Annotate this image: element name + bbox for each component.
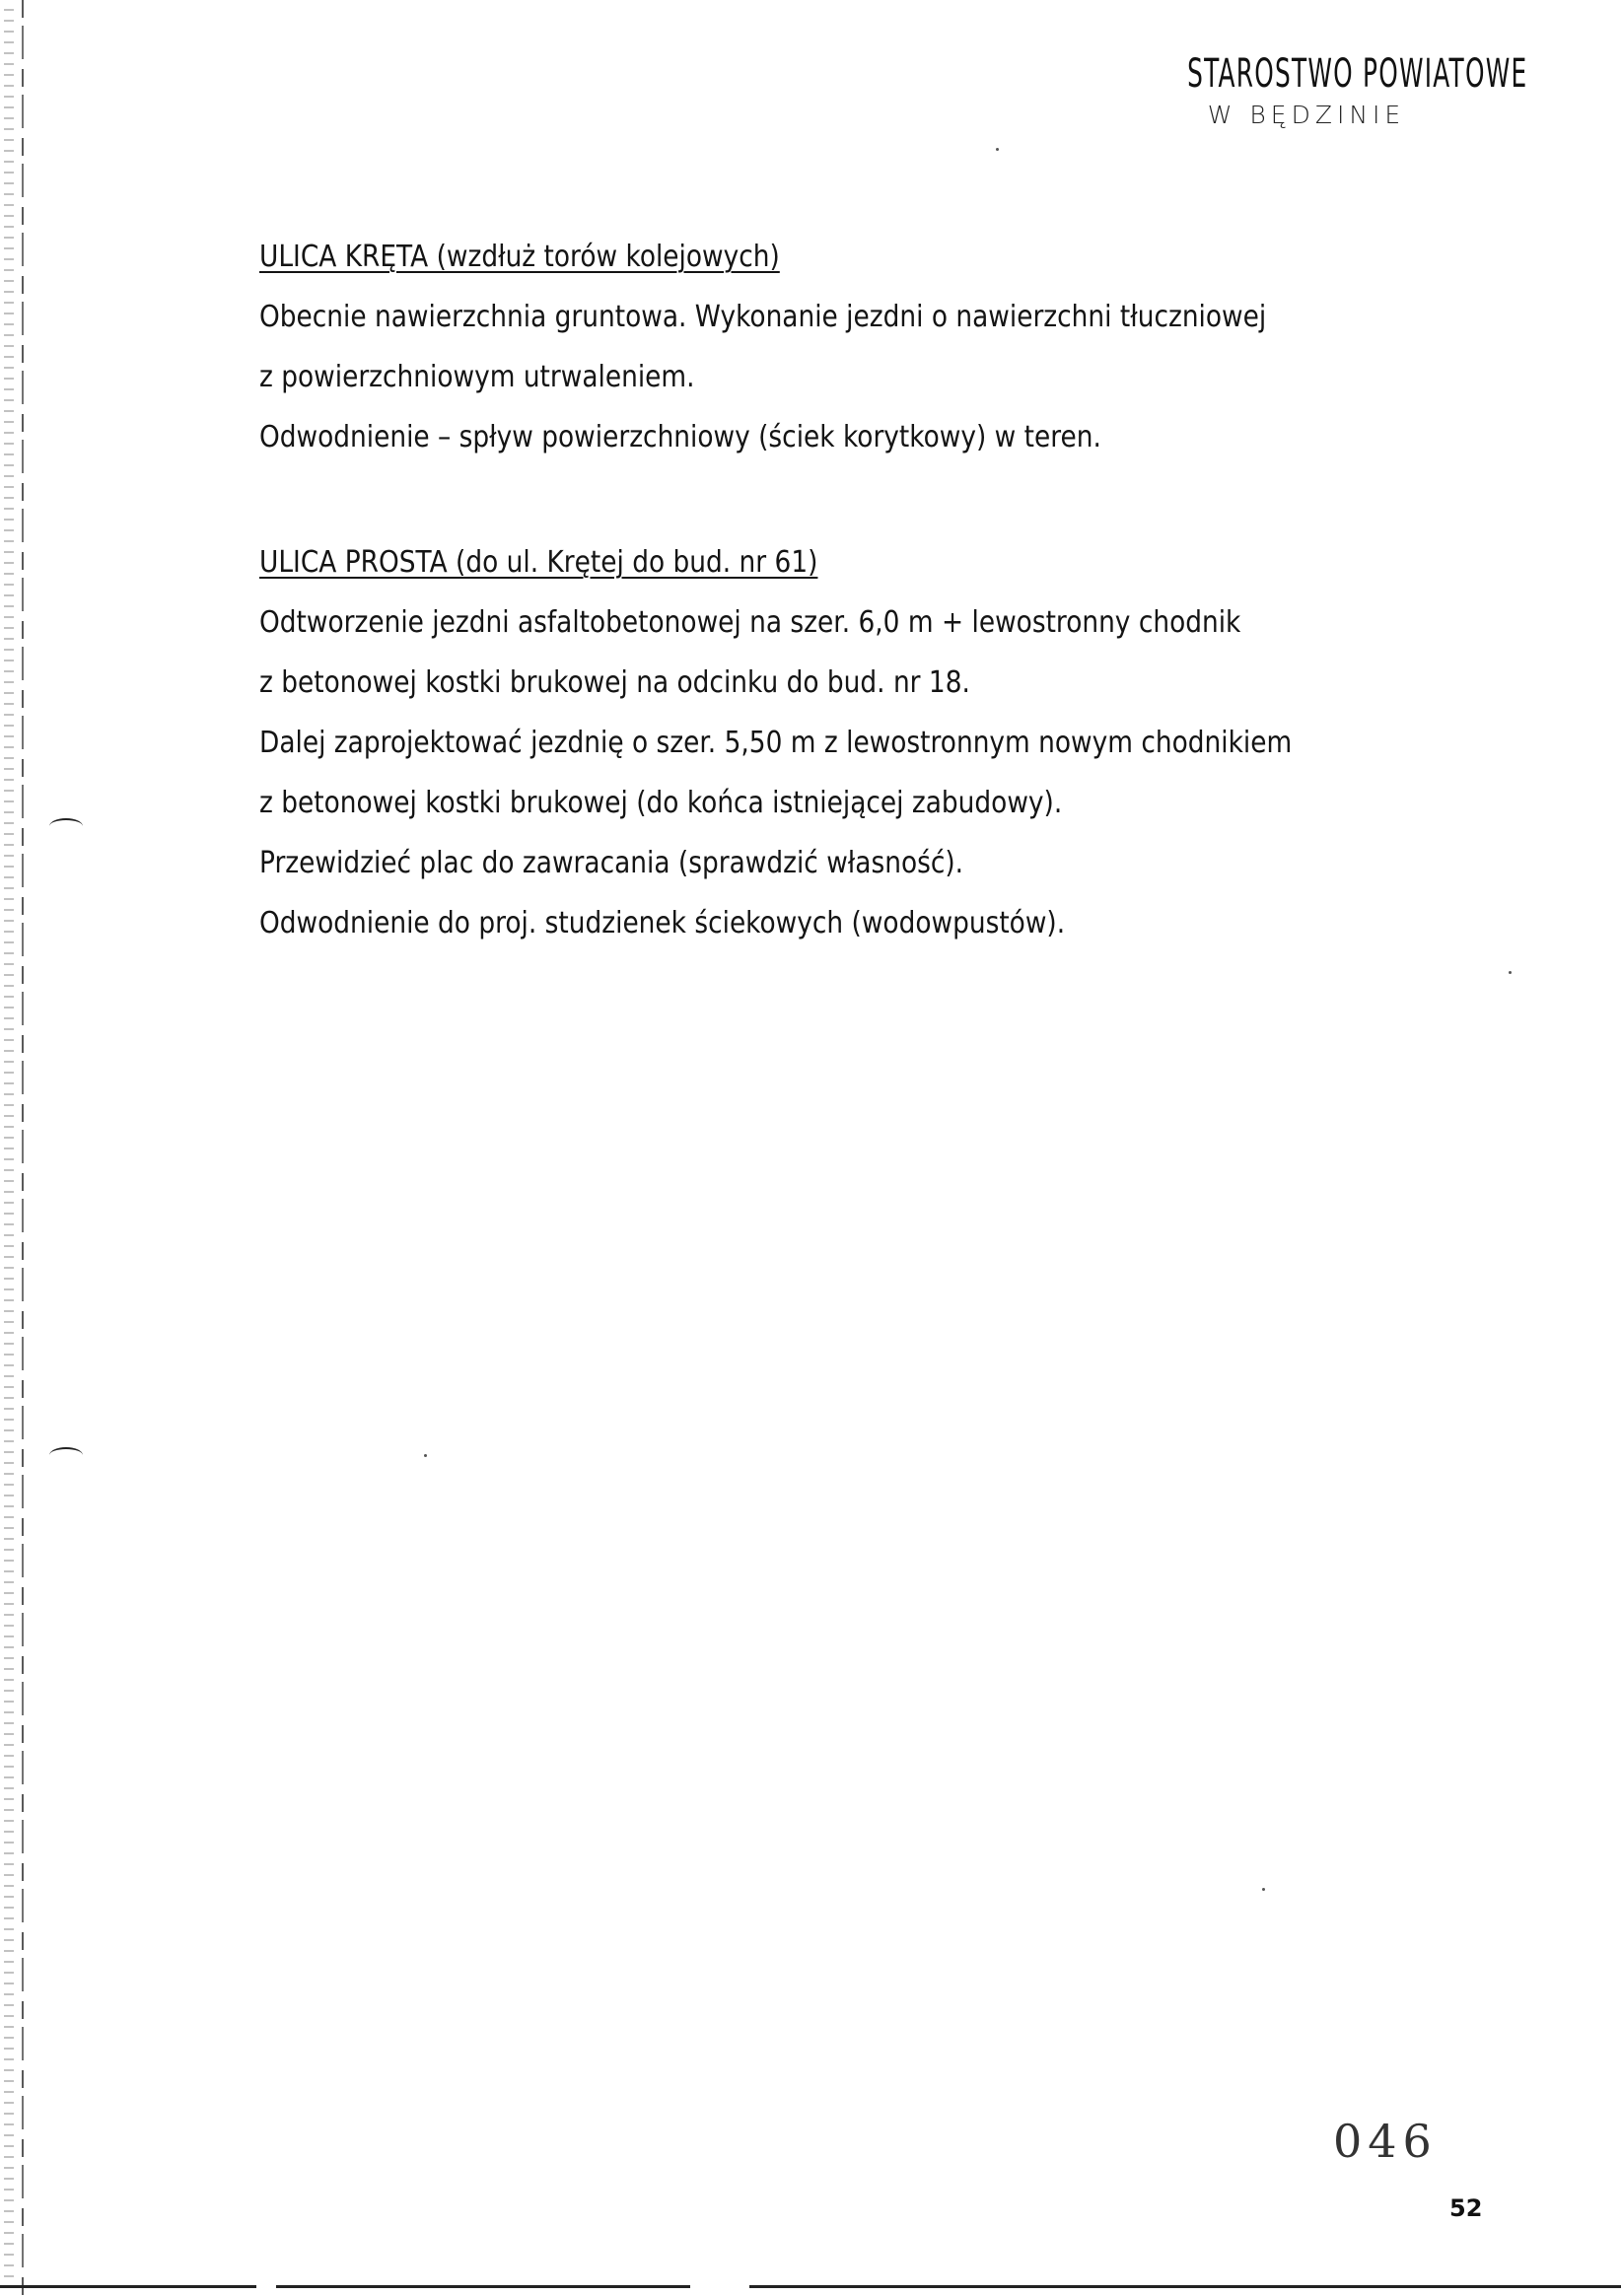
scan-bottom-edge <box>0 2285 1621 2288</box>
paragraph-line: Obecnie nawierzchnia gruntowa. Wykonanie jezdni o nawierzchni tłuczniowej <box>259 300 1267 334</box>
stamp-office-location: W BĘDZINIE <box>1207 101 1406 129</box>
scan-edge-dots <box>4 0 14 2296</box>
page-number: 52 <box>1449 2194 1483 2222</box>
paragraph-line: Odwodnienie – spływ powierzchniowy (ściek korytkowy) w teren. <box>259 420 1101 454</box>
section-ulica-kreta <box>259 227 1443 467</box>
scan-speck <box>1262 1888 1265 1891</box>
scan-speck <box>1509 971 1512 974</box>
scan-speck <box>424 1454 427 1457</box>
paragraph-line: z betonowej kostki brukowej (do końca istniejącej zabudowy). <box>259 786 1063 820</box>
section-heading: ULICA KRĘTA (wzdłuż torów kolejowych) <box>259 240 780 274</box>
stamp-office-name: STAROSTWO POWIATOWE <box>1187 51 1528 97</box>
paragraph-line: z powierzchniowym utrwaleniem. <box>259 360 695 394</box>
paragraph-line: Przewidzieć plac do zawracania (sprawdzić własność). <box>259 846 964 880</box>
scan-speck <box>996 148 999 151</box>
paragraph-line: Dalej zaprojektować jezdnię o szer. 5,50 m z lewostronnym nowym chodnikiem <box>259 726 1293 760</box>
scan-mark <box>49 1447 83 1463</box>
paragraph-line: Odtworzenie jezdni asfaltobetonowej na szer. 6,0 m + lewostronny chodnik <box>259 605 1241 640</box>
section-ulica-prosta <box>259 532 1443 953</box>
section-heading: ULICA PROSTA (do ul. Krętej do bud. nr 61) <box>259 545 818 580</box>
paragraph-line: z betonowej kostki brukowej na odcinku do bud. nr 18. <box>259 665 970 700</box>
paragraph-line: Odwodnienie do proj. studzienek ściekowych (wodowpustów). <box>259 906 1066 940</box>
document-number: 046 <box>1333 2115 1438 2168</box>
scan-mark <box>49 818 83 834</box>
office-stamp <box>1114 51 1528 129</box>
scan-edge-line <box>22 0 24 2296</box>
